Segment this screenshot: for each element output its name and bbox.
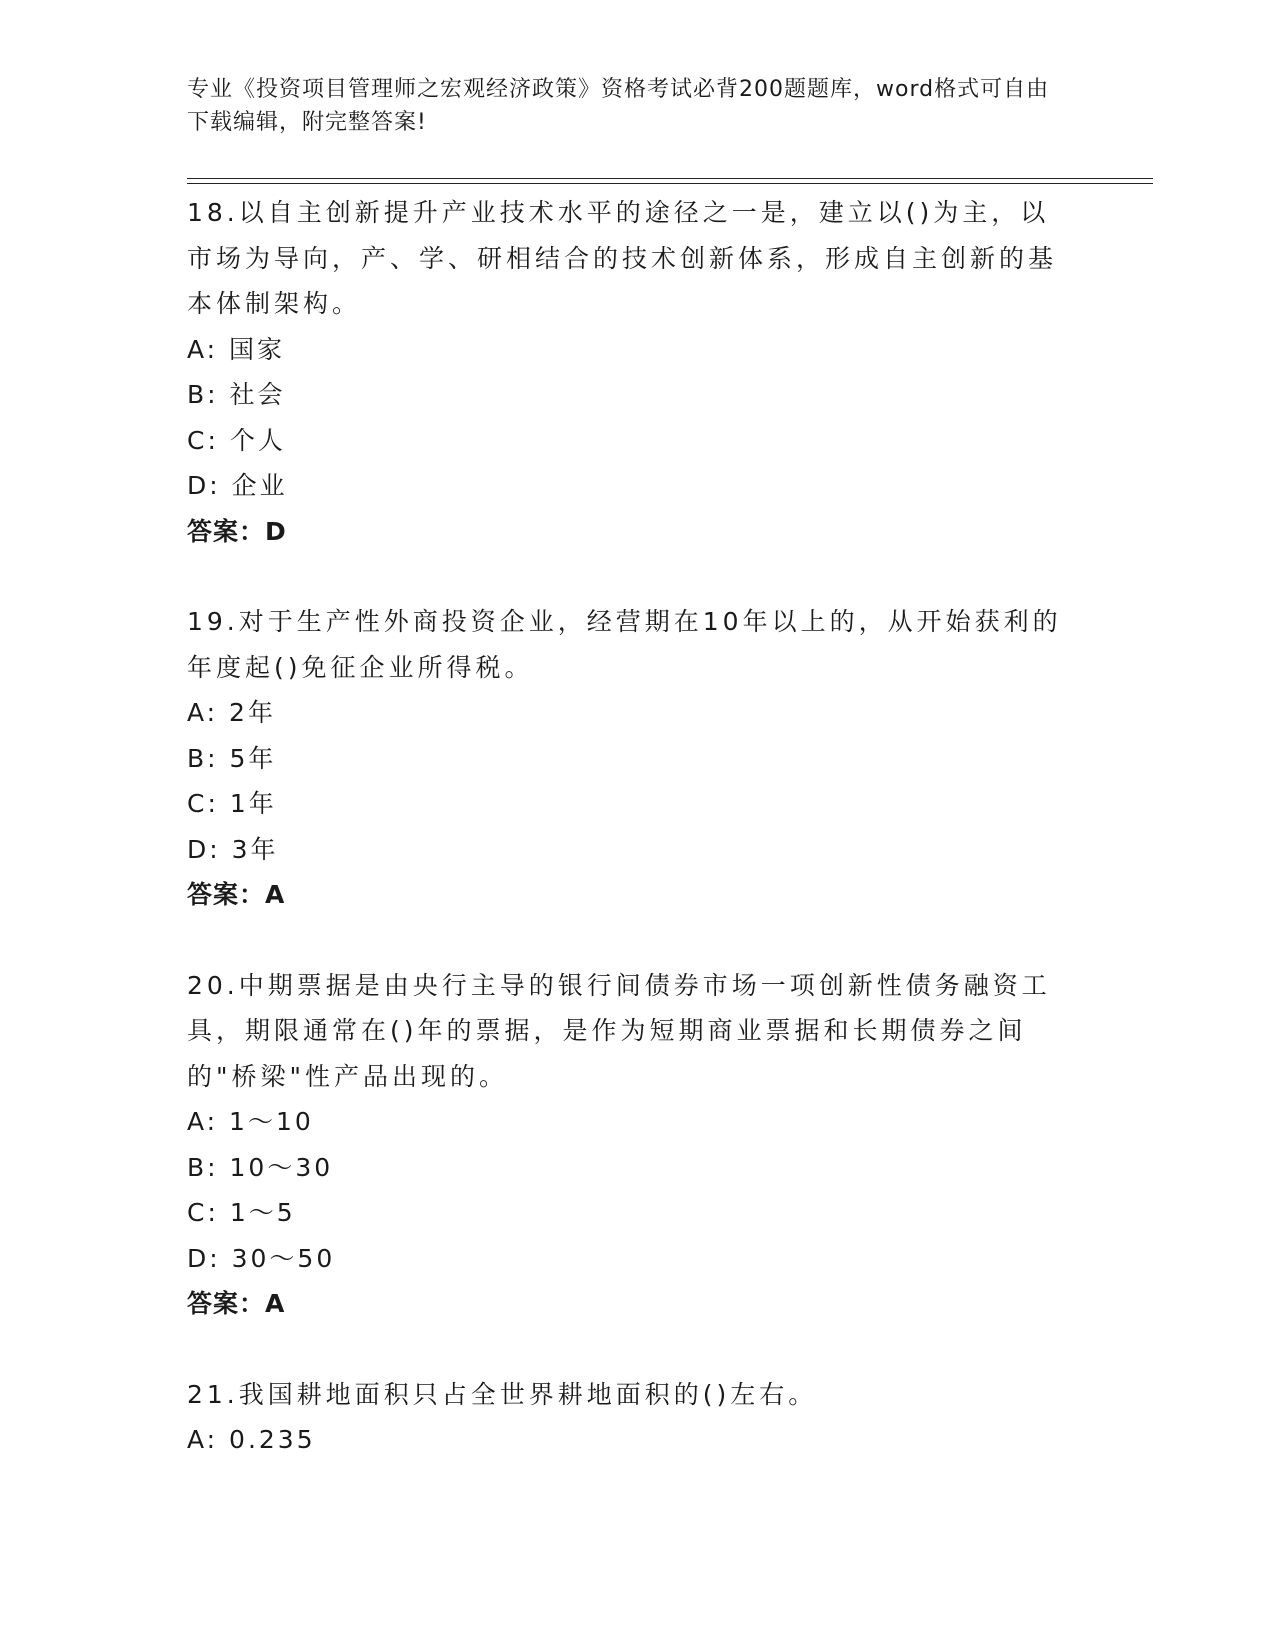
header-divider-top: [187, 178, 1153, 179]
option-b: B: 社会: [187, 380, 286, 409]
question-text: 18.以自主创新提升产业技术水平的途径之一是，建立以()为主，以市场为导向，产、学、研相结合的技术创新体系，形成自主创新的基本体制架构。: [187, 198, 1058, 318]
answer-line: 答案：A: [187, 1289, 286, 1318]
option-d: D: 3年: [187, 834, 279, 864]
question-19: [187, 599, 1077, 918]
answer-line: 答案：A: [187, 880, 286, 909]
document-header: 专业《投资项目管理师之宏观经济政策》资格考试必背200题题库，word格式可自由下载编辑，附完整答案!: [187, 77, 1050, 135]
answer-line: 答案：D: [187, 516, 287, 546]
question-text: 19.对于生产性外商投资企业，经营期在10年以上的，从开始获利的年度起()免征企业所得税。: [187, 607, 1062, 682]
option-b: B: 10～30: [187, 1152, 334, 1182]
question-21: [187, 1372, 1077, 1463]
question-18: [187, 190, 1077, 554]
option-d: D: 30～50: [187, 1243, 336, 1273]
option-a: A: 国家: [187, 334, 286, 364]
option-b: B: 5年: [187, 743, 277, 773]
option-a: A: 1～10: [187, 1107, 314, 1136]
option-c: C: 1年: [187, 789, 277, 818]
option-c: C: 个人: [187, 425, 286, 455]
question-list: [187, 190, 1077, 1508]
option-d: D: 企业: [187, 471, 288, 500]
option-c: C: 1～5: [187, 1198, 296, 1227]
header-divider-bottom: [187, 183, 1153, 184]
option-a: A: 2年: [187, 698, 276, 727]
question-20: [187, 963, 1077, 1327]
option-a: A: 0.235: [187, 1425, 316, 1454]
question-text: 21.我国耕地面积只占全世界耕地面积的()左右。: [187, 1379, 818, 1409]
question-text: 20.中期票据是由央行主导的银行间债券市场一项创新性债务融资工具，期限通常在()年的票据，是作为短期商业票据和长期债券之间的"桥梁"性产品出现的。: [187, 970, 1051, 1091]
